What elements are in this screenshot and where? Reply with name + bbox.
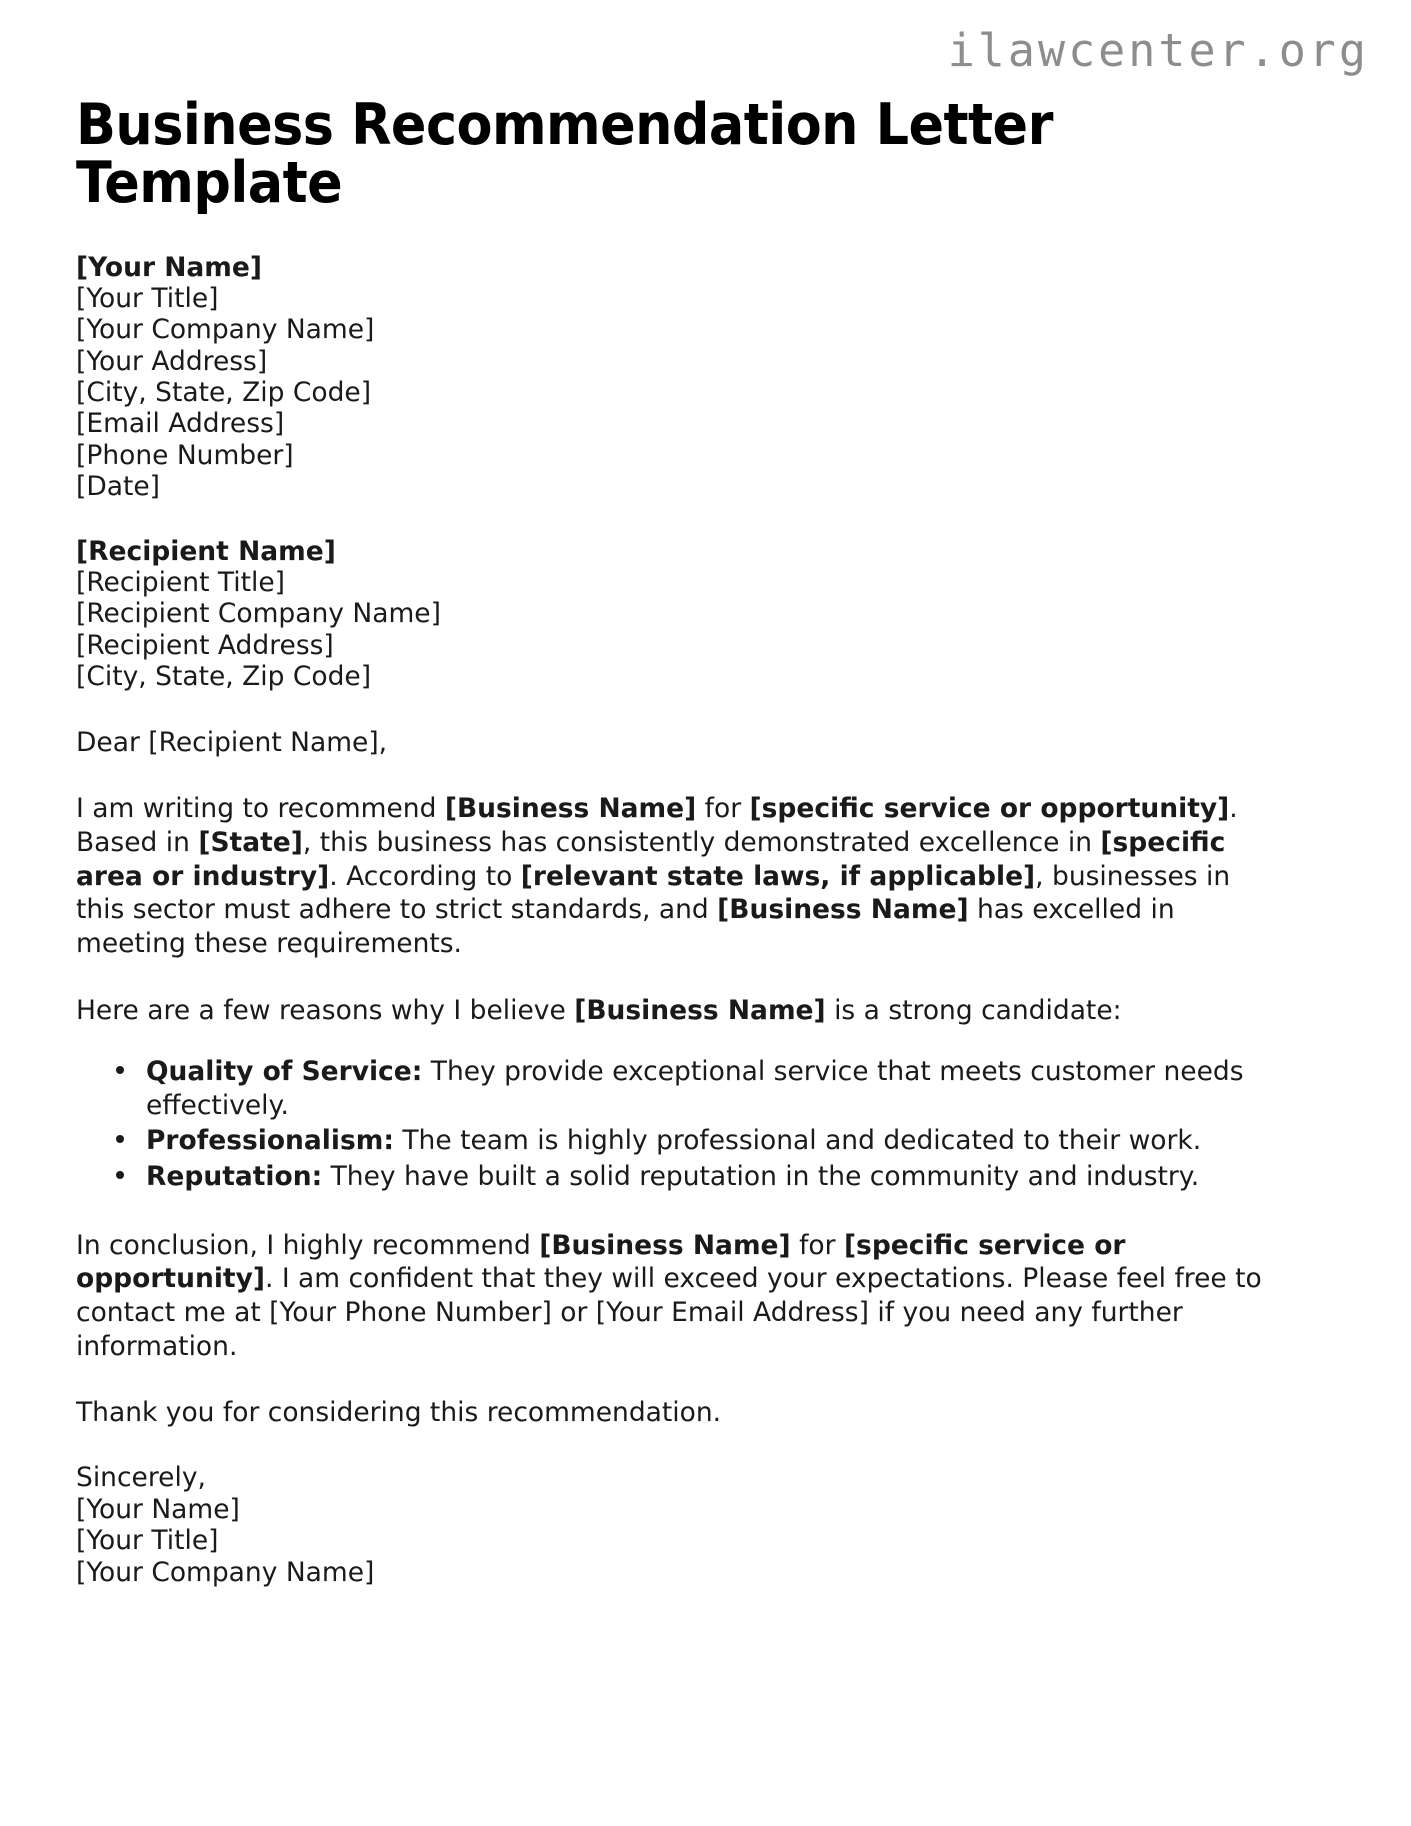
spacer bbox=[76, 961, 1286, 994]
p3-text-2: for bbox=[790, 1229, 844, 1261]
recipient-address: [Recipient Address] bbox=[76, 629, 334, 661]
p2-text-1: Here are a few reasons why I believe bbox=[76, 994, 575, 1026]
signature-name: [Your Name] bbox=[76, 1493, 240, 1525]
spacer bbox=[76, 1430, 1286, 1463]
reason-label: Quality of Service: bbox=[146, 1056, 423, 1088]
paragraph-recommendation bbox=[76, 792, 1286, 960]
recipient-address-block bbox=[76, 536, 1286, 693]
sender-company: [Your Company Name] bbox=[76, 314, 375, 346]
p1-bold-state-laws: [relevant state laws, if applicable] bbox=[520, 860, 1036, 892]
p2-text-2: is a strong candidate: bbox=[825, 994, 1122, 1026]
spacer bbox=[76, 693, 1286, 726]
sender-city-state-zip: [City, State, Zip Code] bbox=[76, 377, 372, 409]
sender-phone: [Phone Number] bbox=[76, 439, 294, 471]
page-title: Business Recommendation Letter Template bbox=[76, 92, 1053, 217]
document-content bbox=[76, 92, 1286, 1588]
p1-text-2: for bbox=[696, 793, 750, 825]
p1-bold-business-name-1: [Business Name] bbox=[444, 793, 697, 825]
reason-body bbox=[146, 1055, 1286, 1122]
list-item bbox=[146, 1124, 1286, 1158]
spacer bbox=[76, 1196, 1286, 1229]
p1-text-5: . According to bbox=[329, 860, 521, 892]
reason-text: They have built a solid reputation in the community and industry. bbox=[322, 1161, 1200, 1193]
p1-bold-area-industry: [specific area or industry] bbox=[76, 827, 1226, 892]
bullet-icon bbox=[116, 1066, 124, 1074]
p1-text-7: has excelled in meeting these requirements. bbox=[76, 894, 1175, 959]
recipient-company: [Recipient Company Name] bbox=[76, 598, 441, 630]
spacer bbox=[76, 1027, 1286, 1055]
spacer bbox=[76, 503, 1286, 536]
p3-text-3: . I am confident that they will exceed your expectations. Please feel free to contact me at [Your Phone Number] or [Your Email Address] if you need any further information. bbox=[76, 1263, 1262, 1362]
recipient-name: [Recipient Name] bbox=[76, 535, 336, 567]
signature-title: [Your Title] bbox=[76, 1525, 219, 1557]
reason-label: Reputation: bbox=[146, 1161, 323, 1193]
sender-date: [Date] bbox=[76, 471, 161, 503]
paragraph-conclusion bbox=[76, 1229, 1286, 1364]
p1-text-3: . Based in bbox=[76, 793, 1238, 858]
p1-bold-business-name-2: [Business Name] bbox=[717, 894, 969, 926]
spacer bbox=[76, 759, 1286, 792]
p3-bold-business-name: [Business Name] bbox=[539, 1229, 791, 1261]
list-item bbox=[146, 1160, 1286, 1194]
p3-bold-specific-service: [specific service or opportunity] bbox=[76, 1229, 1126, 1295]
spacer bbox=[76, 1363, 1286, 1396]
p1-bold-specific-service: [specific service or opportunity] bbox=[749, 793, 1230, 825]
closing-salutation: Sincerely, bbox=[76, 1462, 206, 1494]
reason-body bbox=[146, 1124, 1286, 1158]
recipient-city-state-zip: [City, State, Zip Code] bbox=[76, 660, 372, 692]
site-watermark: ilawcenter.org bbox=[947, 24, 1369, 77]
sender-title: [Your Title] bbox=[76, 283, 219, 315]
list-item bbox=[146, 1055, 1286, 1122]
p1-text-4: , this business has consistently demonstrated excellence in bbox=[302, 827, 1101, 858]
signature-company: [Your Company Name] bbox=[76, 1556, 375, 1588]
p1-text-6: , businesses in this sector must adhere to strict standards, and bbox=[76, 860, 1231, 926]
reason-label: Professionalism: bbox=[146, 1125, 394, 1157]
bullet-icon bbox=[116, 1135, 124, 1143]
signature-block bbox=[76, 1463, 1286, 1588]
sender-address: [Your Address] bbox=[76, 345, 268, 377]
sender-email: [Email Address] bbox=[76, 408, 285, 440]
p3-text-1: In conclusion, I highly recommend bbox=[76, 1229, 540, 1261]
reason-text: The team is highly professional and dedicated to their work. bbox=[393, 1125, 1202, 1157]
p1-text-1: I am writing to recommend bbox=[76, 793, 445, 825]
paragraph-thank-you: Thank you for considering this recommendation. bbox=[76, 1397, 722, 1429]
recipient-title: [Recipient Title] bbox=[76, 566, 286, 598]
sender-name: [Your Name] bbox=[76, 251, 262, 283]
bullet-icon bbox=[116, 1171, 124, 1179]
p2-bold-business-name: [Business Name] bbox=[574, 994, 826, 1026]
reason-body bbox=[146, 1160, 1286, 1194]
paragraph-reasons-intro bbox=[76, 994, 1286, 1028]
salutation: Dear [Recipient Name], bbox=[76, 726, 388, 758]
p1-bold-state: [State] bbox=[198, 827, 303, 858]
reason-text: They provide exceptional service that meets customer needs effectively. bbox=[146, 1056, 1244, 1121]
reasons-list bbox=[76, 1055, 1286, 1194]
sender-address-block bbox=[76, 252, 1286, 503]
